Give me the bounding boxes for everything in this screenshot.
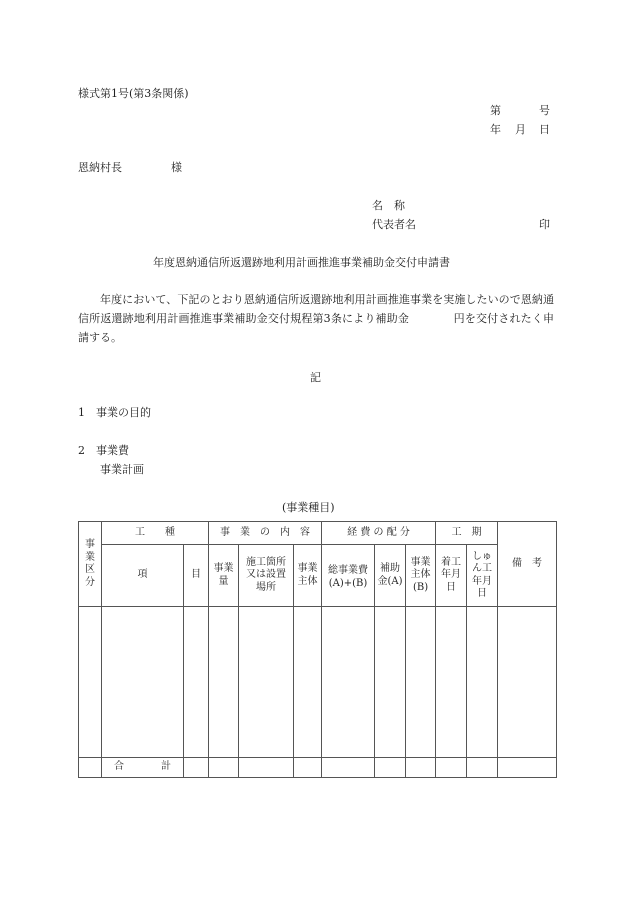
date-day: 日: [539, 123, 550, 136]
cell-empty[interactable]: [375, 607, 406, 758]
representative-label: 代表者名: [372, 218, 416, 231]
col-entity-b: 事業主体(B): [406, 545, 436, 607]
cell-empty[interactable]: [184, 607, 209, 758]
group-construction-period: 工 期: [436, 522, 498, 545]
cell-empty[interactable]: [209, 607, 239, 758]
cell-empty[interactable]: [209, 758, 239, 778]
item-purpose: 1 事業の目的: [78, 406, 151, 419]
cell-empty[interactable]: [406, 758, 436, 778]
item-cost: 2 事業費: [78, 444, 129, 457]
total-row: [79, 758, 557, 778]
table-row: [79, 607, 557, 758]
document-title: 年度恩納通信所返還跡地利用計画推進事業補助金交付申請書: [153, 256, 450, 269]
body-paragraph: 年度において、下記のとおり恩納通信所返還跡地利用計画推進事業を実施したいので恩納通信所返還跡地利用計画推進事業補助金交付規程第3条により補助金 円を交付されたく申請する。: [78, 293, 554, 344]
cell-empty[interactable]: [375, 758, 406, 778]
col-total-cost: 総事業費(A)+(B): [322, 545, 375, 607]
cell-empty[interactable]: [102, 607, 184, 758]
item-cost-plan: 事業計画: [100, 463, 144, 476]
total-label: 合 計: [102, 758, 184, 778]
cell-empty[interactable]: [294, 758, 322, 778]
col-completion-date: しゅん工年月日: [467, 545, 498, 607]
cell-empty[interactable]: [239, 758, 294, 778]
cell-empty[interactable]: [467, 607, 498, 758]
col-quantity: 事業量: [209, 545, 239, 607]
col-entity: 事業主体: [294, 545, 322, 607]
date-year: 年: [490, 123, 501, 136]
cell-empty[interactable]: [322, 607, 375, 758]
col-start-date: 着工年月日: [436, 545, 467, 607]
cell-empty[interactable]: [436, 607, 467, 758]
cell-empty[interactable]: [436, 758, 467, 778]
group-koushu: 工 種: [102, 522, 209, 545]
cell-empty[interactable]: [406, 607, 436, 758]
cell-empty[interactable]: [79, 607, 102, 758]
date-month: 月: [515, 123, 526, 136]
seal-mark: 印: [539, 218, 550, 231]
table-caption: (事業種目): [282, 501, 335, 514]
col-remarks: 備 考: [498, 522, 557, 607]
ki-heading: 記: [310, 371, 321, 384]
cell-empty[interactable]: [294, 607, 322, 758]
cell-empty[interactable]: [184, 758, 209, 778]
col-project-category: 事業区分: [79, 522, 102, 607]
doc-number-prefix: 第: [490, 104, 501, 117]
cell-empty[interactable]: [498, 758, 557, 778]
col-subsidy: 補助金(A): [375, 545, 406, 607]
addressee-honorific: 様: [171, 161, 182, 174]
cell-empty[interactable]: [239, 607, 294, 758]
group-cost-allocation: 経 費 の 配 分: [322, 522, 436, 545]
col-moku: 目: [184, 545, 209, 607]
col-kou: 項: [102, 545, 184, 607]
group-project-content: 事 業 の 内 容: [209, 522, 322, 545]
project-table: [78, 521, 557, 778]
cell-empty[interactable]: [79, 758, 102, 778]
cell-empty[interactable]: [498, 607, 557, 758]
col-location: 施工箇所又は設置場所: [239, 545, 294, 607]
form-style-number: 様式第1号(第3条関係): [78, 87, 189, 100]
applicant-name-label: 名 称: [372, 199, 405, 212]
cell-empty[interactable]: [467, 758, 498, 778]
addressee: 恩納村長: [78, 161, 122, 174]
doc-number-suffix: 号: [539, 104, 550, 117]
cell-empty[interactable]: [322, 758, 375, 778]
